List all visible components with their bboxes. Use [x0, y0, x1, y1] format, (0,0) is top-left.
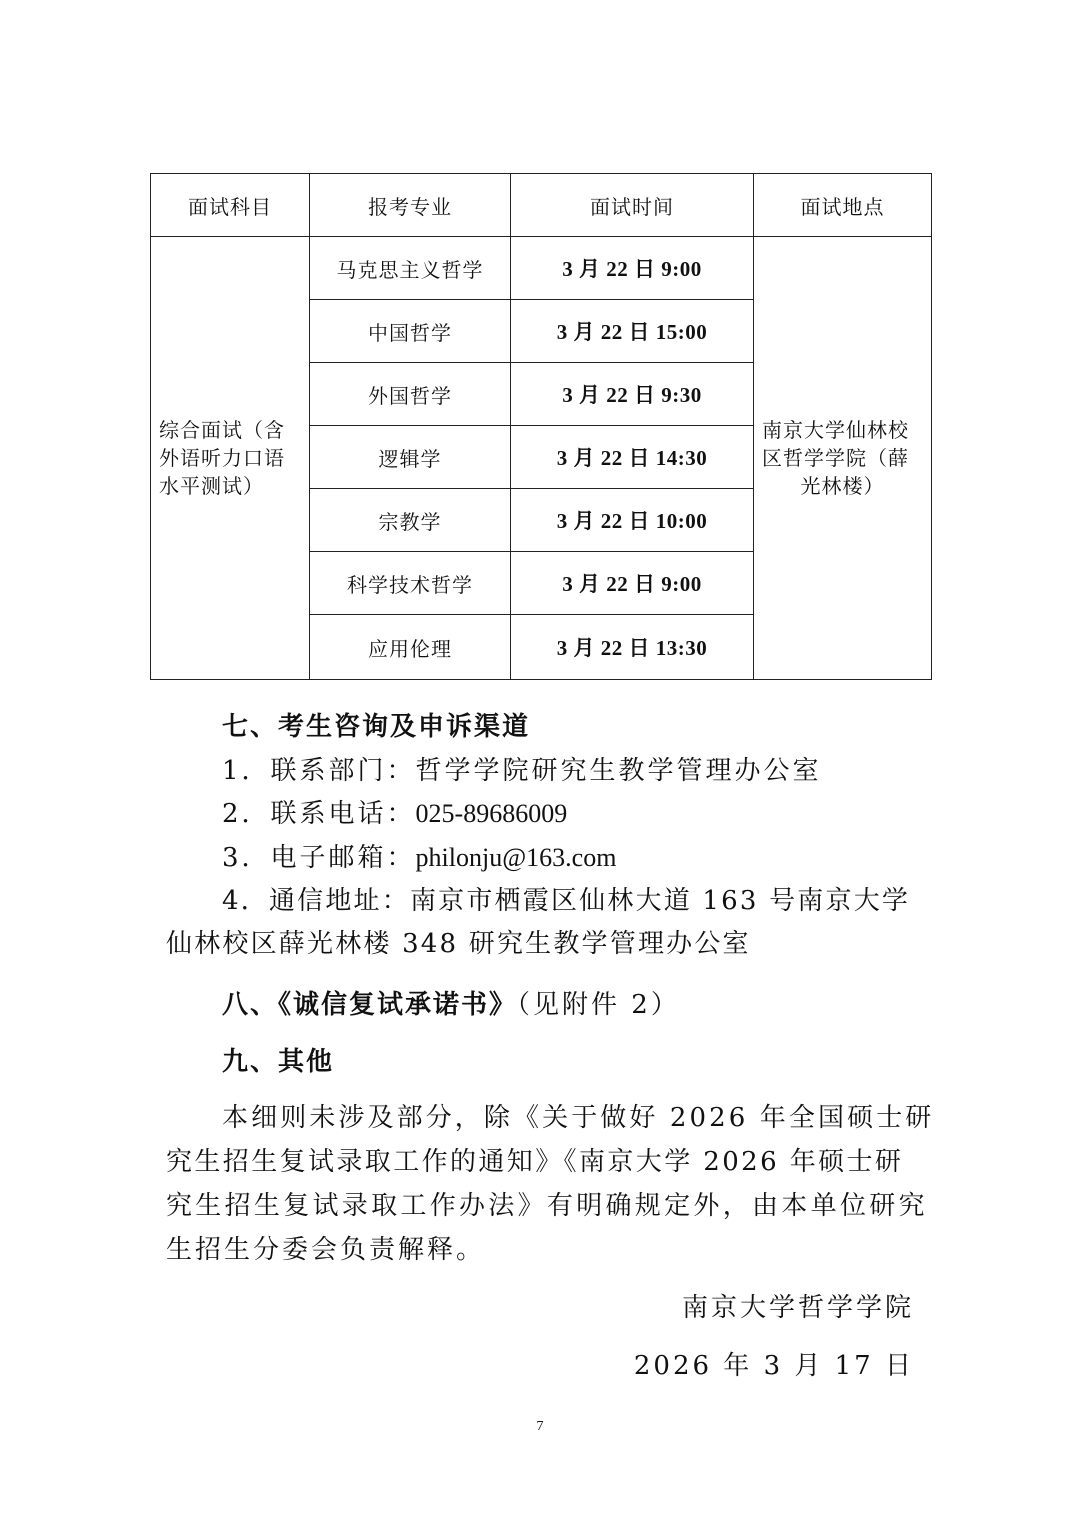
- time-cell: 3 月 22 日 14:30: [511, 426, 754, 489]
- time-cell: 3 月 22 日 10:00: [511, 489, 754, 552]
- section9-paragraph-line: 究生招生复试录取工作的通知》《南京大学 2026 年硕士研: [166, 1147, 904, 1177]
- interview-schedule-table: [150, 173, 932, 680]
- time-cell: 3 月 22 日 9:30: [511, 363, 754, 426]
- location-line: 光林楼）: [800, 474, 885, 498]
- interview-location-cell: [754, 237, 932, 680]
- signature-org: 南京大学哲学学院: [681, 1293, 914, 1323]
- contact-department: [222, 750, 822, 787]
- contact-department-label: 1．联系部门：: [222, 756, 416, 786]
- table-row: [151, 237, 932, 300]
- section9-paragraph-line: 生招生分委会负责解释。: [166, 1235, 486, 1265]
- header-subject: 面试科目: [151, 174, 310, 237]
- section9-paragraph-line: 本细则未涉及部分，除《关于做好 2026 年全国硕士研: [222, 1103, 935, 1133]
- subject-line: 水平测试）: [159, 474, 264, 498]
- section8-note: （见附件 2）: [517, 990, 680, 1020]
- time-cell: 3 月 22 日 13:30: [511, 615, 754, 680]
- header-time: 面试时间: [511, 174, 754, 237]
- major-cell: 逻辑学: [310, 426, 511, 489]
- contact-address-line2: 仙林校区薛光林楼 348 研究生教学管理办公室: [166, 929, 751, 959]
- header-major: 报考专业: [310, 174, 511, 237]
- major-cell: 马克思主义哲学: [310, 237, 511, 300]
- location-line: 南京大学仙林校: [762, 418, 909, 442]
- header-location: 面试地点: [754, 174, 932, 237]
- subject-line: 外语听力口语: [159, 446, 285, 470]
- section8-heading: 八、《诚信复试承诺书》: [222, 990, 518, 1020]
- major-cell: 中国哲学: [310, 300, 511, 363]
- table-header-row: [151, 174, 932, 237]
- section7-heading: 七、考生咨询及申诉渠道: [222, 712, 531, 742]
- contact-phone-label: 2．联系电话：: [222, 799, 416, 829]
- page-number: 7: [536, 1419, 544, 1434]
- section9-paragraph-line: 究生招生复试录取工作办法》有明确规定外，由本单位研究: [166, 1191, 928, 1221]
- contact-address-line1: 4．通信地址：南京市栖霞区仙林大道 163 号南京大学: [222, 886, 911, 916]
- signature-date: 2026 年 3 月 17 日: [633, 1351, 914, 1381]
- location-line: 区哲学学院（薛: [762, 446, 909, 470]
- time-cell: 3 月 22 日 9:00: [511, 552, 754, 615]
- contact-email: [222, 837, 616, 874]
- contact-department-value: 哲学学院研究生教学管理办公室: [415, 756, 822, 786]
- contact-phone-value: 025-89686009: [415, 799, 568, 828]
- time-cell: 3 月 22 日 9:00: [511, 237, 754, 300]
- major-cell: 外国哲学: [310, 363, 511, 426]
- contact-phone: [222, 793, 567, 830]
- section8: [222, 984, 680, 1021]
- contact-email-label: 3．电子邮箱：: [222, 843, 416, 873]
- major-cell: 科学技术哲学: [310, 552, 511, 615]
- section9-heading: 九、其他: [222, 1047, 335, 1077]
- interview-subject-cell: [151, 237, 310, 680]
- major-cell: 宗教学: [310, 489, 511, 552]
- time-cell: 3 月 22 日 15:00: [511, 300, 754, 363]
- subject-line: 综合面试（含: [159, 418, 285, 442]
- contact-email-value: philonju@163.com: [415, 843, 617, 872]
- major-cell: 应用伦理: [310, 615, 511, 680]
